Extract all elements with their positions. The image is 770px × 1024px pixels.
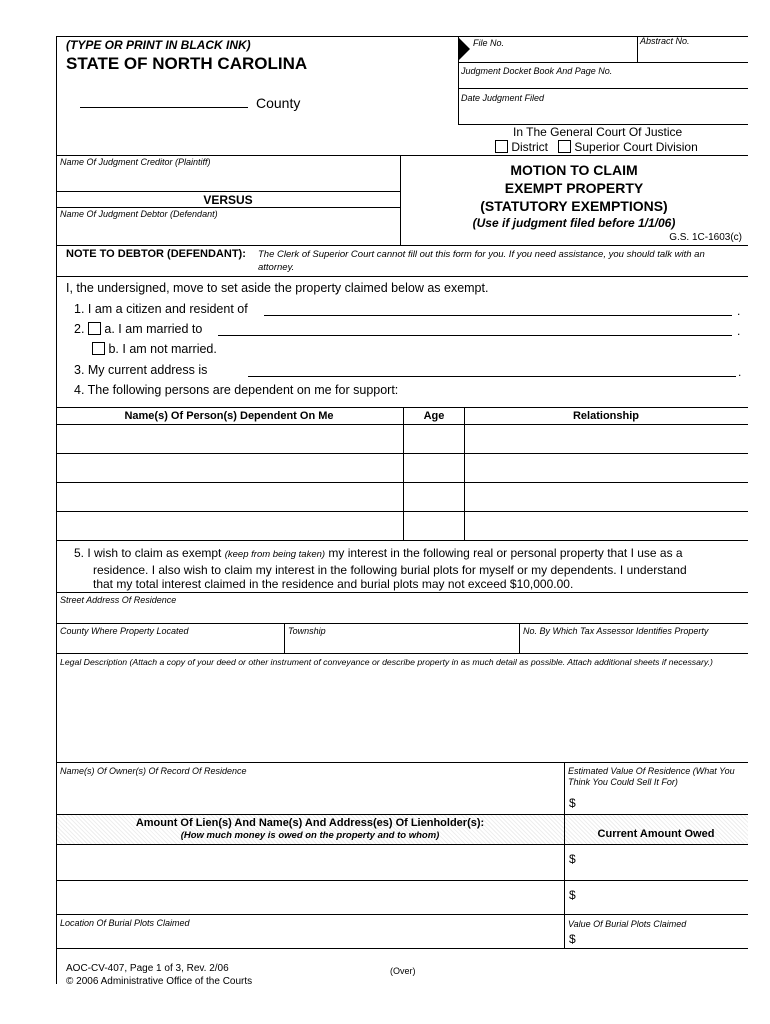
amount-column-divider	[564, 762, 565, 948]
district-label: District	[511, 140, 549, 154]
note-label: NOTE TO DEBTOR (DEFENDANT):	[66, 248, 246, 260]
debtor-label: Name Of Judgment Debtor (Defendant)	[60, 209, 218, 219]
item2b	[92, 342, 217, 356]
street-field[interactable]	[57, 606, 747, 622]
item2b-label: b. I am not married.	[108, 342, 217, 356]
title-line3: (STATUTORY EXEMPTIONS)	[480, 198, 668, 214]
current-owed-header: Current Amount Owed	[597, 828, 715, 840]
item4-label: 4. The following persons are dependent on me for support:	[74, 383, 399, 397]
item5-line3: that my total interest claimed in the residence and burial plots may not exceed $10,000.00.	[93, 577, 574, 591]
versus-label: VERSUS	[203, 193, 253, 207]
creditor-label: Name Of Judgment Creditor (Plaintiff)	[60, 157, 211, 167]
lien-1-dollar: $	[569, 852, 576, 866]
county-property-label: County Where Property Located	[60, 626, 189, 636]
est-value-dollar: $	[569, 796, 576, 810]
residence-state-field[interactable]	[264, 315, 732, 316]
dependent-relationship-cells[interactable]	[465, 425, 748, 540]
court-label: In The General Court Of Justice	[513, 125, 683, 139]
title-line2: EXEMPT PROPERTY	[504, 180, 644, 196]
liens-header: Amount Of Lien(s) And Name(s) And Address(es) Of Lienholder(s):	[135, 817, 485, 829]
state-title: STATE OF NORTH CAROLINA	[66, 54, 308, 73]
file-no-label: File No.	[473, 38, 505, 48]
col-age: Age	[423, 410, 445, 422]
legal-desc-field[interactable]	[57, 670, 747, 762]
county-label: County	[256, 95, 301, 111]
burial-dollar: $	[569, 932, 576, 946]
col-dependent-name: Name(s) Of Person(s) Dependent On Me	[124, 410, 334, 422]
superior-checkbox[interactable]	[558, 140, 571, 153]
col-relationship: Relationship	[572, 410, 639, 422]
form-footer	[66, 962, 252, 988]
lien-2-dollar: $	[569, 888, 576, 902]
abstract-divider	[637, 36, 638, 62]
ink-instruction: (TYPE OR PRINT IN BLACK INK)	[66, 38, 251, 52]
copyright: © 2006 Administrative Office of the Courts	[66, 976, 253, 987]
spouse-name-field[interactable]	[218, 335, 732, 336]
not-married-checkbox[interactable]	[92, 342, 105, 355]
liens-subheader: (How much money is owed on the property and to whom)	[180, 830, 440, 841]
item5-text	[74, 546, 687, 592]
statute: G.S. 1C-1603(c)	[669, 232, 742, 243]
township-label: Township	[288, 626, 326, 636]
intro-text: I, the undersigned, move to set aside the property claimed below as exempt.	[66, 281, 489, 295]
title-note: (Use if judgment filed before 1/1/06)	[472, 216, 676, 230]
title-line1: MOTION TO CLAIM	[510, 162, 638, 178]
item5-line1: 5. I wish to claim as exempt (keep from being taken) my interest in the following real or personal property that I use as a	[74, 546, 683, 560]
burial-location-label: Location Of Burial Plots Claimed	[60, 918, 190, 928]
owners-label: Name(s) Of Owner(s) Of Record Of Residence	[60, 766, 247, 776]
tax-id-label: No. By Which Tax Assessor Identifies Property	[523, 626, 709, 636]
date-filed-label: Date Judgment Filed	[461, 93, 545, 103]
item3-label: 3. My current address is	[74, 363, 208, 377]
note-text-1: The Clerk of Superior Court cannot fill out this form for you. If you need assistance, you should talk with an	[258, 249, 705, 260]
form-number: AOC-CV-407, Page 1 of 3, Rev. 2/06	[66, 963, 229, 974]
file-arrow-icon	[458, 37, 470, 63]
item2a-label: a. I am married to	[104, 322, 203, 336]
over-label: (Over)	[390, 966, 416, 976]
lien-row-1[interactable]	[57, 845, 563, 879]
est-value-label: Estimated Value Of Residence (What You Think You Could Sell It For)	[568, 766, 735, 787]
street-label: Street Address Of Residence	[60, 595, 177, 605]
item1-label: 1. I am a citizen and resident of	[74, 302, 248, 316]
abstract-no-label: Abstract No.	[640, 36, 690, 46]
dependent-age-cells[interactable]	[404, 425, 464, 540]
note-text-2: attorney.	[258, 262, 295, 273]
court-division	[495, 140, 698, 154]
item2a: 2. a. I am married to	[74, 322, 203, 336]
form-title	[400, 161, 748, 215]
burial-value-label: Value Of Burial Plots Claimed	[568, 919, 687, 929]
lien-row-2[interactable]	[57, 881, 563, 915]
current-address-field[interactable]	[248, 376, 736, 377]
superior-label: Superior Court Division	[574, 140, 698, 154]
married-checkbox[interactable]	[88, 322, 101, 335]
docket-label: Judgment Docket Book And Page No.	[461, 66, 613, 76]
legal-desc-label: Legal Description (Attach a copy of your deed or other instrument of conveyance or describe property in as much detail as possible. Attach additional sheets if necessary.)	[60, 657, 713, 667]
dependent-name-cells[interactable]	[57, 425, 403, 540]
district-checkbox[interactable]	[495, 140, 508, 153]
county-field[interactable]	[80, 107, 248, 108]
item5-line2: residence. I also wish to claim my interest in the following burial plots for myself or my dependents. I understand	[93, 562, 687, 577]
